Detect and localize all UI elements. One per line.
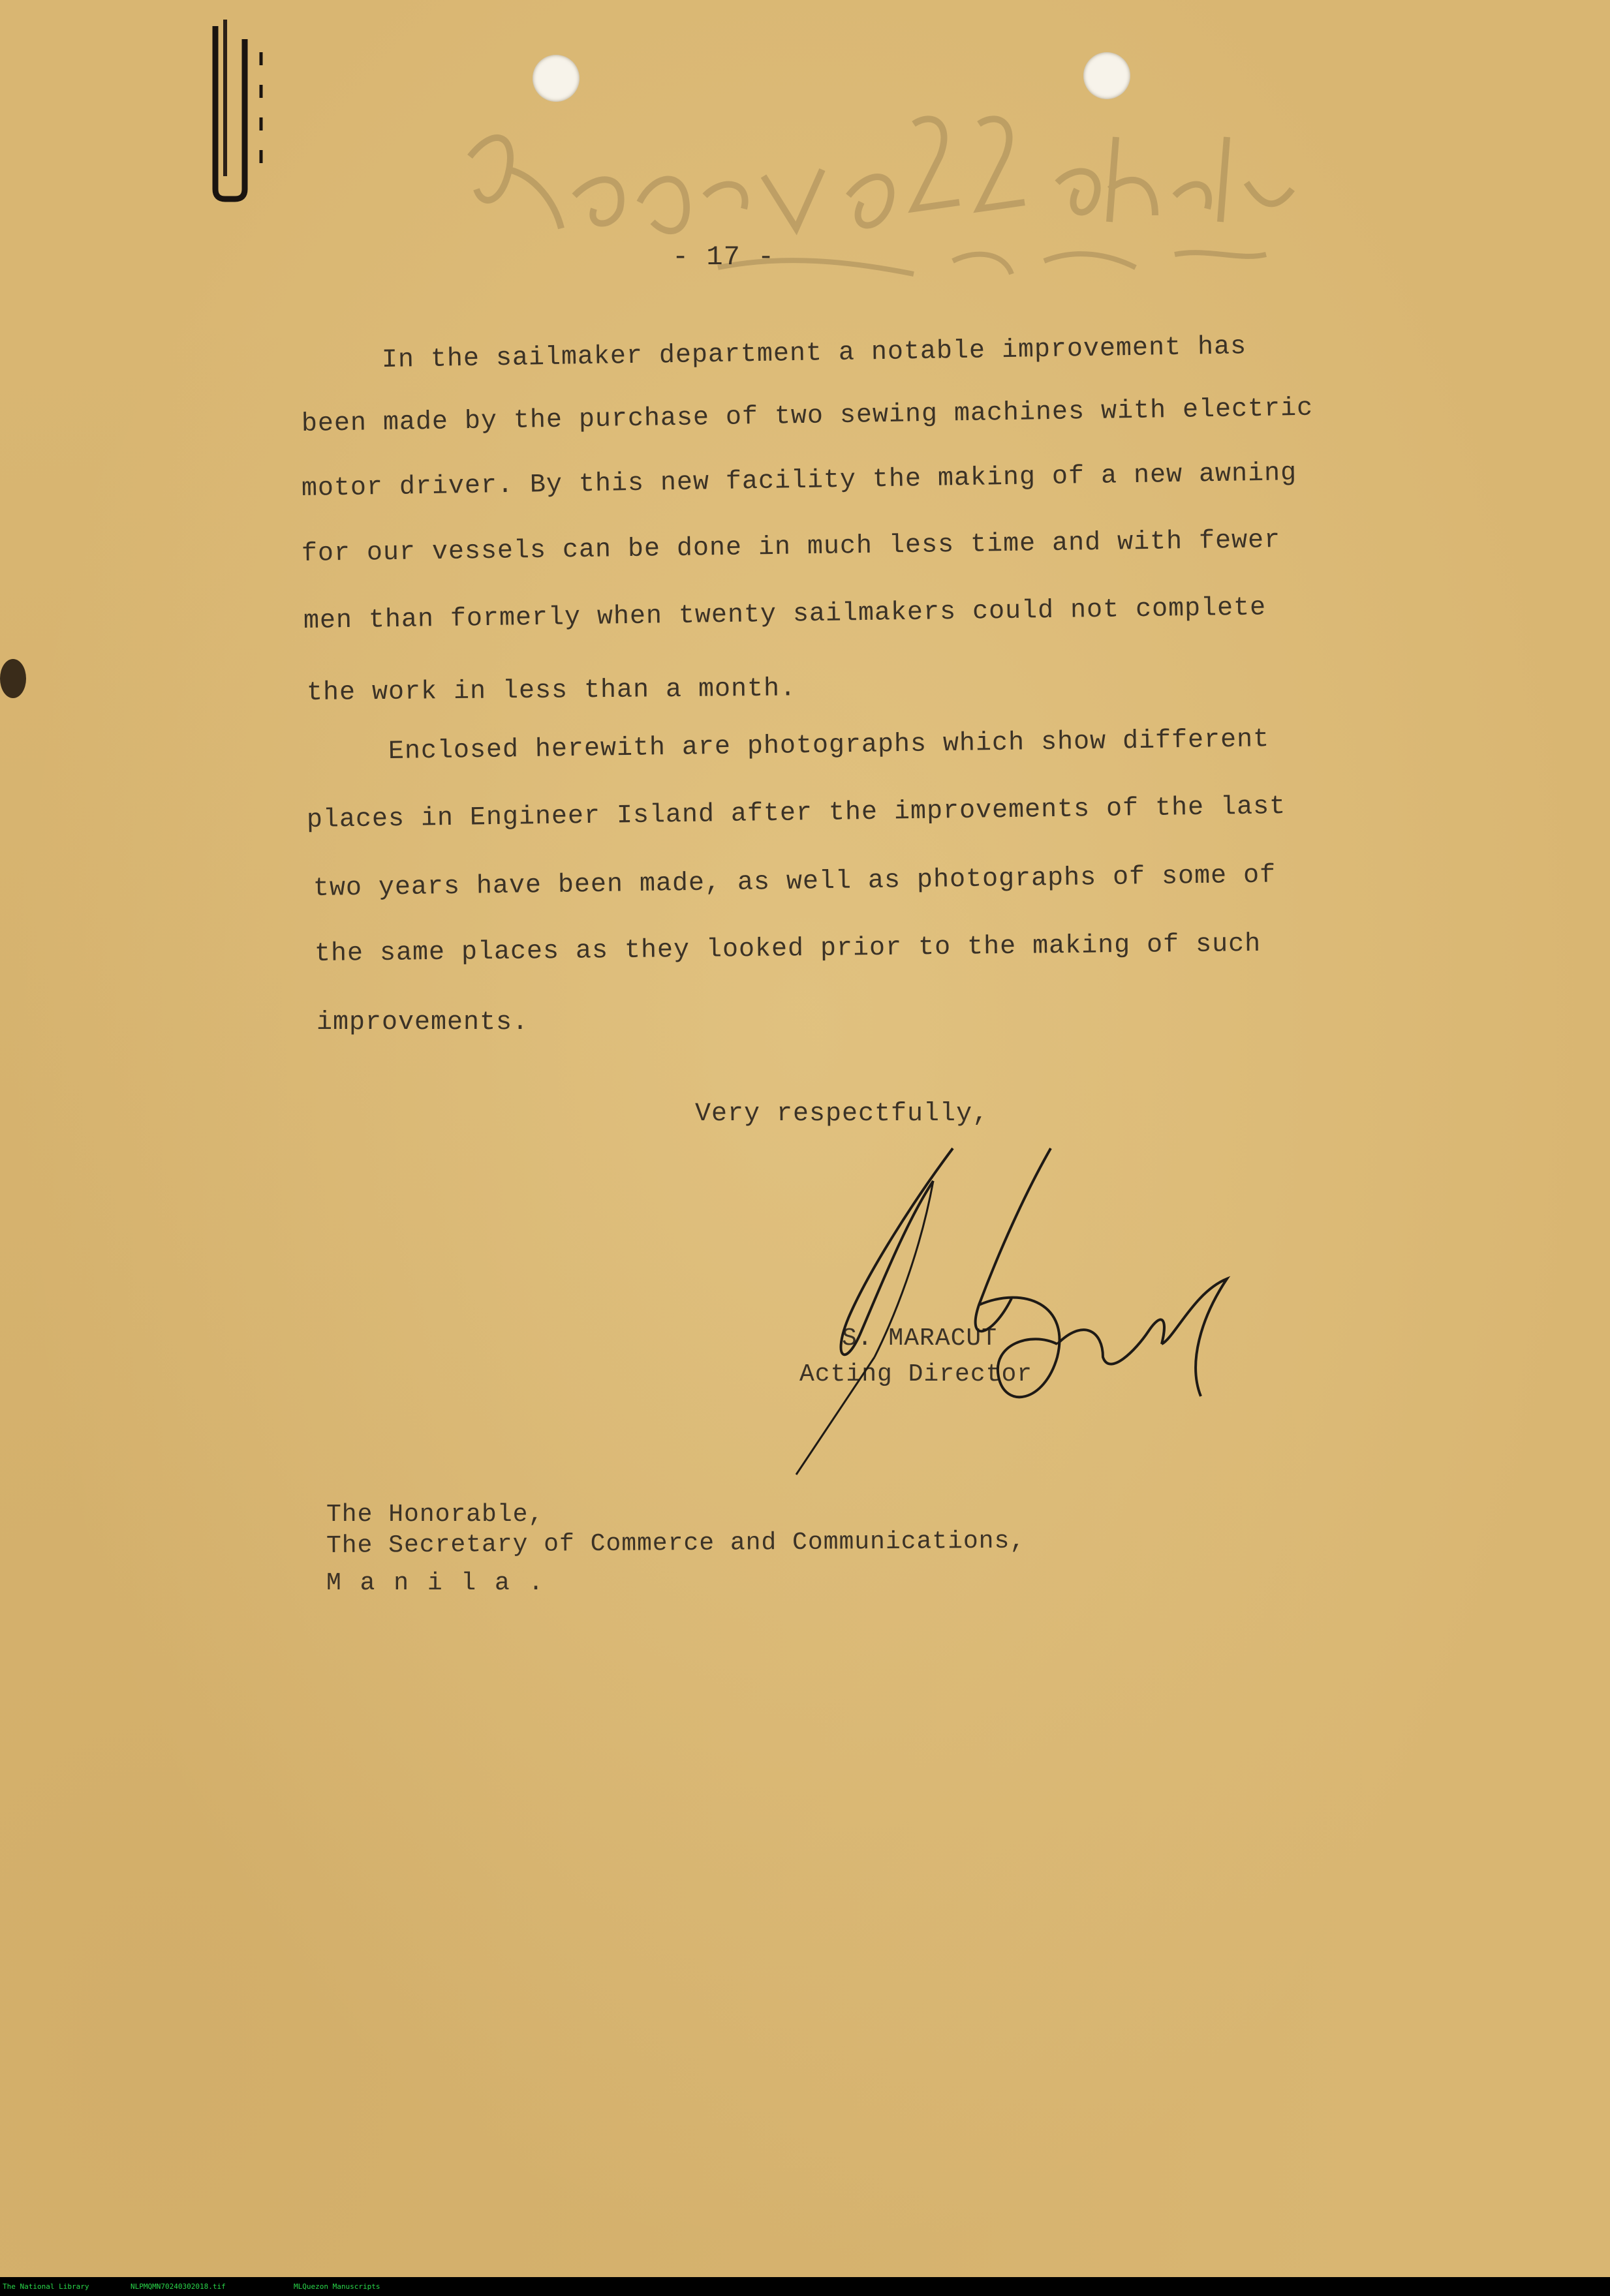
signatory-name: S. MARACUT	[842, 1324, 998, 1353]
fastener-clip-icon	[196, 13, 268, 202]
signatory-title: Acting Director	[799, 1360, 1033, 1388]
addressee-line: The Secretary of Commerce and Communications,	[326, 1527, 1026, 1560]
scan-footer	[0, 2277, 1610, 2296]
handwritten-signature	[718, 1122, 1240, 1501]
paragraph2-line: two years have been made, as well as photographs of some of	[313, 861, 1277, 904]
paragraph1-line: been made by the purchase of two sewing machines with electric	[301, 393, 1314, 439]
paragraph1-line: the work in less than a month.	[306, 674, 797, 708]
ink-stain	[0, 659, 26, 698]
paragraph1-line: for our vessels can be done in much less time and with fewer	[301, 526, 1281, 569]
paragraph1-line: motor driver. By this new facility the making of a new awning	[301, 459, 1297, 504]
paragraph2-line: improvements.	[317, 1008, 529, 1037]
paragraph2-line: Enclosed herewith are photographs which show different	[388, 725, 1270, 767]
handwritten-note	[457, 98, 1305, 346]
footer-collection: MLQuezon Manuscripts	[294, 2282, 380, 2291]
punch-hole-right	[1083, 52, 1130, 99]
paragraph1-line: In the sailmaker department a notable improvement has	[381, 332, 1247, 375]
page-number: - 17 -	[672, 241, 775, 273]
paragraph1-line: men than formerly when twenty sailmakers could not complete	[303, 593, 1267, 636]
paragraph2-line: places in Engineer Island after the improvements of the last	[306, 792, 1286, 835]
closing: Very respectfully,	[695, 1099, 989, 1129]
footer-filename: NLPMQMN70240302018.tif	[131, 2282, 226, 2291]
punch-hole-left	[533, 55, 580, 102]
paragraph2-line: the same places as they looked prior to the making of such	[314, 929, 1262, 969]
addressee-line: M a n i l a .	[326, 1569, 546, 1597]
footer-library: The National Library	[3, 2282, 89, 2291]
addressee-line: The Honorable,	[326, 1501, 544, 1529]
